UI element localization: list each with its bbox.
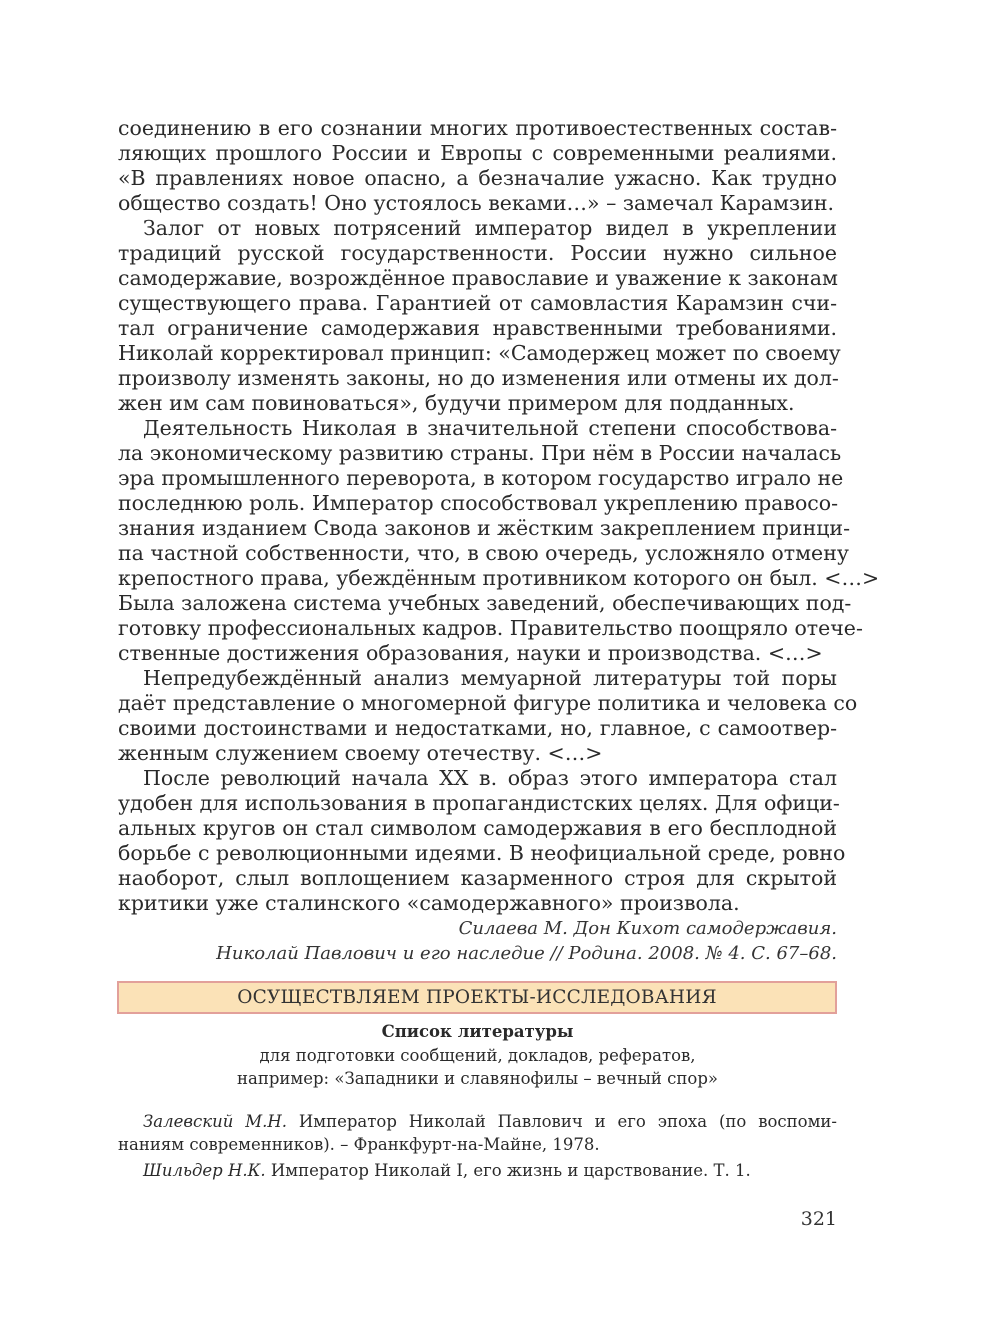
text-line: Деятельность Николая в значительной степени способствова- [143,416,837,440]
text-line: самодержавие, возрождённое православие и уважение к законам [118,266,838,290]
section-banner [117,981,837,1014]
text-line: наоборот, слыл воплощением казарменного строя для скрытой [118,866,837,890]
text-line: последнюю роль. Император способствовал укреплению правосо- [118,491,839,515]
text-line: па частной собственности, что, в свою очередь, усложняло отмену [118,541,849,565]
citation-line: Николай Павлович и его наследие // Родина. 2008. № 4. С. 67–68. [216,943,837,964]
text-line: Непредубеждённый анализ мемуарной литературы той поры [143,666,837,690]
text-line: Залог от новых потрясений император видел в укреплении [143,216,837,240]
bibliography-subtitle: для подготовки сообщений, докладов, рефератов, [259,1046,696,1065]
reference-entry [118,1159,837,1182]
text-line: ляющих прошлого России и Европы с современными реалиями. [118,141,837,165]
text-line: ла экономическому развитию страны. При нём в России началась [118,441,842,465]
text-line: существующего права. Гарантией от самовластия Карамзин счи- [118,291,837,315]
reference-entry [118,1110,837,1133]
bibliography-subtitle: например: «Западники и славянофилы – вечный спор» [237,1069,718,1088]
reference-entry-continuation: наниям современников). – Франкфурт-на-Майне, 1978. [118,1135,600,1154]
bibliography-title: Список литературы [381,1022,574,1041]
text-line: женным служением своему отечеству. <…> [118,741,603,765]
text-line: альных кругов он стал символом самодержавия в его бесплодной [118,816,837,840]
text-line: своими достоинствами и недостатками, но, главное, с самоотвер- [118,716,837,740]
text-line: знания изданием Свода законов и жёстким закреплением принци- [118,516,851,540]
text-line: жен им сам повиноваться», будучи примером для подданных. [118,391,795,415]
text-line: После революций начала XX в. образ этого императора стал [143,766,837,790]
text-line: удобен для использования в пропагандистских целях. Для офици- [118,791,840,815]
text-line: тал ограничение самодержавия нравственными требованиями. [118,316,837,340]
body-text [118,116,880,916]
section-banner-label: ОСУЩЕСТВЛЯЕМ ПРОЕКТЫ-ИССЛЕДОВАНИЯ [237,987,717,1008]
text-line: борьбе с революционными идеями. В неофициальной среде, ровно [118,841,846,865]
text-line: общество создать! Оно устоялось веками…» – замечал Карамзин. [118,191,835,215]
text-line: традиций русской государственности. России нужно сильное [118,241,837,265]
text-line: эра промышленного переворота, в котором государство играло не [118,466,844,490]
text-line: даёт представление о многомерной фигуре политика и человека со [118,691,858,715]
text-line: готовку профессиональных кадров. Правительство поощряло отече- [118,616,863,640]
reference-text: Император Николай Павлович и его эпоха (по воспоми- [287,1112,837,1131]
text-line: произволу изменять законы, но до изменения или отмены их дол- [118,366,839,390]
citation-line: Силаева М. Дон Кихот самодержавия. [458,918,837,939]
page-number: 321 [800,1208,837,1230]
reference-text: Император Николай I, его жизнь и царствование. Т. 1. [265,1161,751,1180]
text-line: ственные достижения образования, науки и производства. <…> [118,641,823,665]
reference-author: Шильдер Н.К. [143,1161,266,1180]
text-line: «В правлениях новое опасно, а безначалие ужасно. Как трудно [118,166,837,190]
text-line: Николай корректировал принцип: «Самодержец может по своему [118,341,841,365]
text-line: Была заложена система учебных заведений, обеспечивающих под- [118,591,852,615]
text-line: критики уже сталинского «самодержавного» произвола. [118,891,740,915]
text-line: крепостного права, убеждённым противником которого он был. <…> [118,566,880,590]
text-line: соединению в его сознании многих противоестественных состав- [118,116,837,140]
reference-author: Залевский М.Н. [143,1112,287,1131]
